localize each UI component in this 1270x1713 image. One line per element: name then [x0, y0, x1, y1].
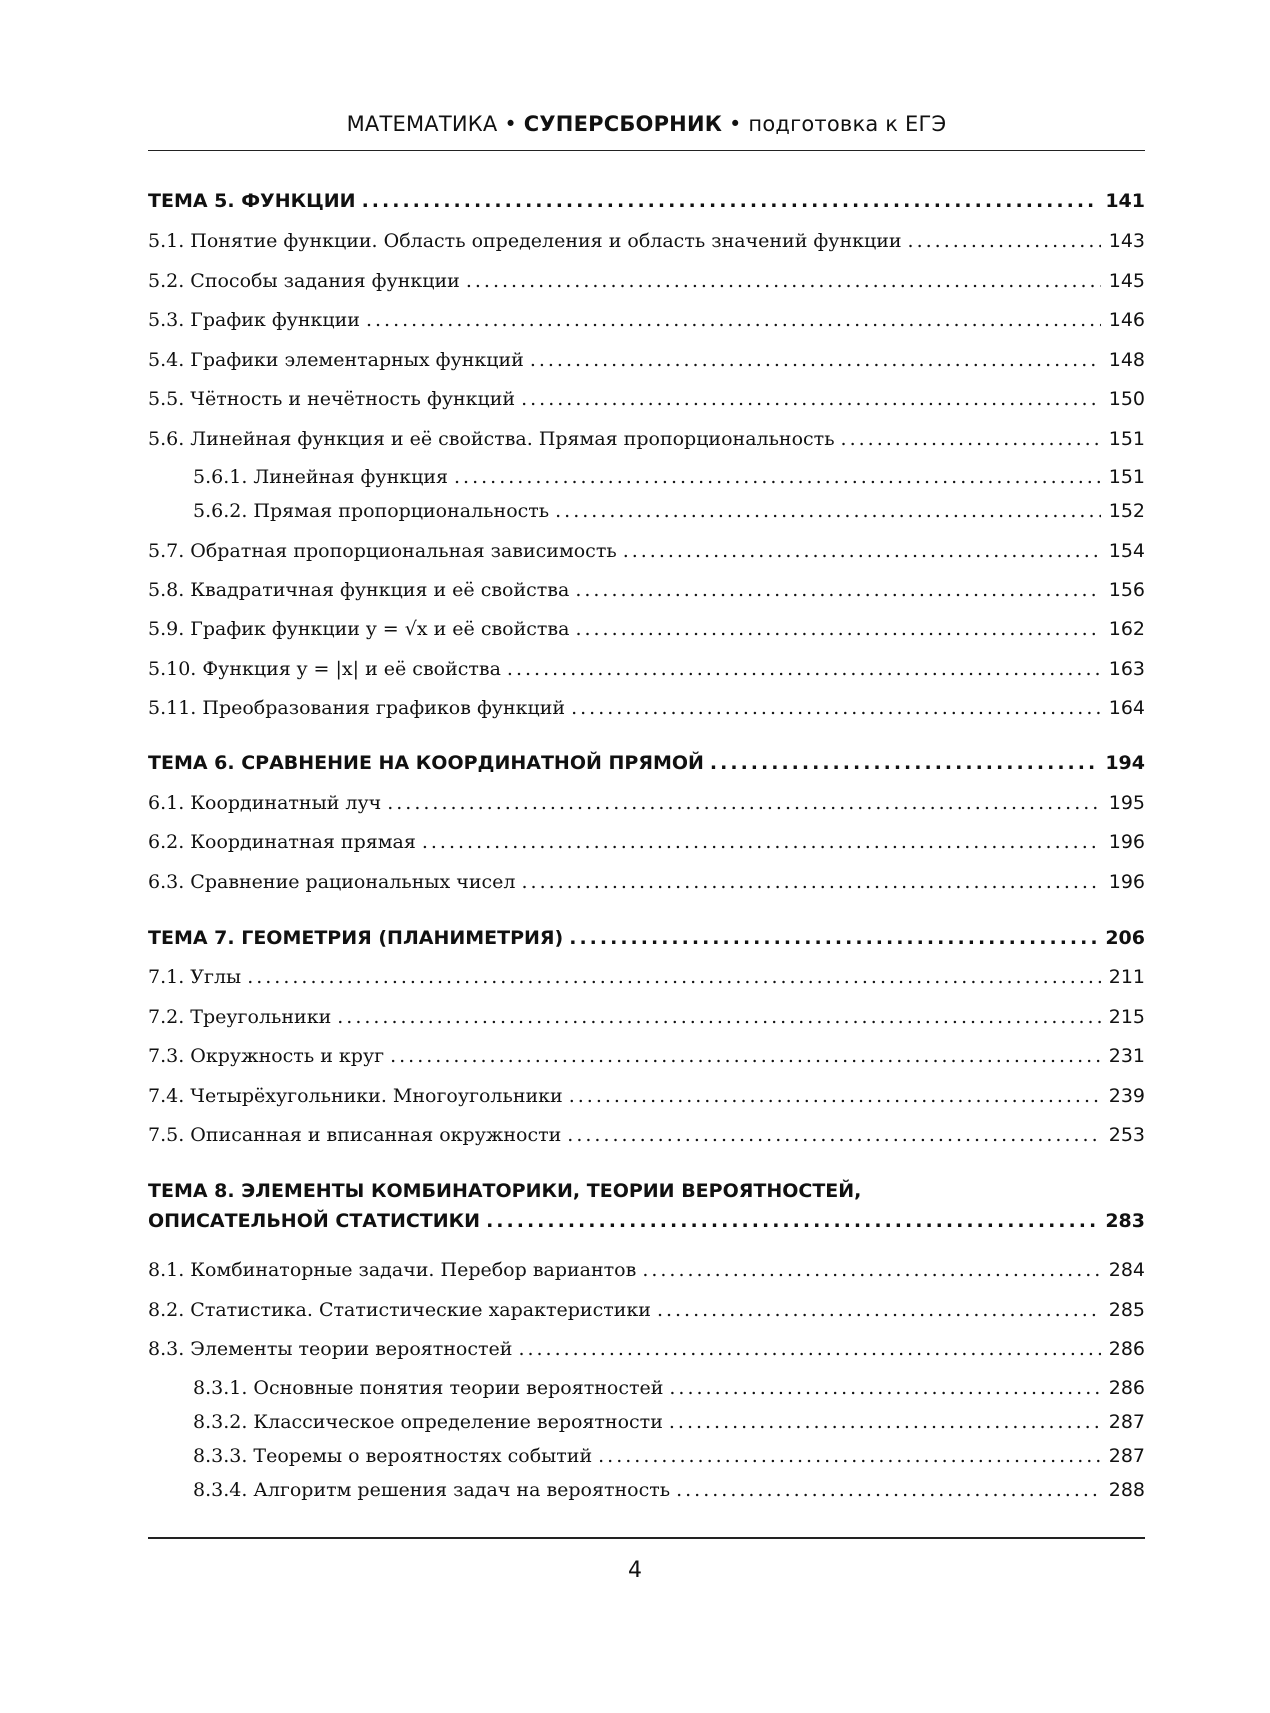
toc-page: 143: [1108, 230, 1145, 252]
header-subtitle: • подготовка к ЕГЭ: [722, 112, 947, 136]
toc-page: 156: [1108, 579, 1145, 601]
toc-chapter-6[interactable]: [148, 752, 1145, 774]
toc-section-5-2[interactable]: [148, 270, 1145, 292]
toc-leader: [575, 618, 1101, 640]
toc-label: 5.2. Способы задания функции: [148, 270, 460, 292]
toc-leader: [518, 1338, 1101, 1360]
toc-page: 195: [1108, 792, 1145, 814]
toc-leader: [569, 1085, 1101, 1107]
toc-leader: [530, 349, 1101, 371]
toc-leader: [571, 697, 1101, 719]
toc-section-5-5[interactable]: [148, 388, 1145, 410]
footer-rule: [148, 1537, 1145, 1539]
toc-label-line2: ОПИСАТЕЛЬНОЙ СТАТИСТИКИ: [148, 1210, 481, 1232]
toc-subsection-5-6-2[interactable]: [193, 500, 1145, 522]
toc-section-7-3[interactable]: [148, 1045, 1145, 1067]
toc-label: 7.3. Окружность и круг: [148, 1045, 385, 1067]
toc-leader: [486, 1210, 1099, 1232]
toc-label: 5.11. Преобразования графиков функций: [148, 697, 566, 719]
toc-page: 287: [1108, 1445, 1145, 1467]
toc-leader: [598, 1445, 1101, 1467]
toc-page: 287: [1108, 1411, 1145, 1433]
toc-leader: [454, 466, 1101, 488]
toc-subsection-8-3-4[interactable]: [193, 1479, 1145, 1501]
toc-label: 5.5. Чётность и нечётность функций: [148, 388, 516, 410]
toc-leader: [507, 658, 1101, 680]
toc-subsection-8-3-1[interactable]: [193, 1377, 1145, 1399]
toc-leader: [841, 428, 1101, 450]
toc-page: 206: [1105, 927, 1145, 949]
toc-leader: [623, 540, 1101, 562]
toc-section-5-3[interactable]: [148, 309, 1145, 331]
toc-page: 164: [1108, 697, 1145, 719]
toc-page: 284: [1108, 1259, 1145, 1281]
toc-chapter-5[interactable]: [148, 190, 1145, 212]
toc-page: 152: [1108, 500, 1145, 522]
toc-section-5-1[interactable]: [148, 230, 1145, 252]
toc-label: 7.2. Треугольники: [148, 1006, 332, 1028]
toc-subsection-8-3-2[interactable]: [193, 1411, 1145, 1433]
toc-page: 215: [1108, 1006, 1145, 1028]
toc-page: 151: [1108, 466, 1145, 488]
toc-leader: [422, 831, 1101, 853]
header-rule: [148, 150, 1145, 151]
toc-label-line1: ТЕМА 8. ЭЛЕМЕНТЫ КОМБИНАТОРИКИ, ТЕОРИИ ВЕРОЯТНОСТЕЙ,: [148, 1180, 862, 1202]
toc-leader: [337, 1006, 1101, 1028]
toc-label: 6.1. Координатный луч: [148, 792, 382, 814]
toc-leader: [387, 792, 1101, 814]
toc-leader: [657, 1299, 1101, 1321]
toc-section-7-1[interactable]: [148, 966, 1145, 988]
toc-leader: [366, 309, 1101, 331]
toc-page: 285: [1108, 1299, 1145, 1321]
toc-page: 145: [1108, 270, 1145, 292]
toc-section-7-4[interactable]: [148, 1085, 1145, 1107]
toc-section-8-2[interactable]: [148, 1299, 1145, 1321]
toc-chapter-8-line2: [148, 1210, 1145, 1232]
toc-section-5-9[interactable]: [148, 618, 1145, 640]
toc-section-5-11[interactable]: [148, 697, 1145, 719]
toc-label: 5.3. График функции: [148, 309, 360, 331]
toc-label: 5.9. График функции y = √x и её свойства: [148, 618, 570, 640]
toc-label: 8.3.2. Классическое определение вероятности: [193, 1411, 663, 1433]
toc-page: 162: [1108, 618, 1145, 640]
toc-section-5-7[interactable]: [148, 540, 1145, 562]
toc-section-6-3[interactable]: [148, 871, 1145, 893]
toc-label: 5.6.1. Линейная функция: [193, 466, 448, 488]
header-title: СУПЕРСБОРНИК: [523, 112, 723, 136]
toc-page: 211: [1108, 966, 1145, 988]
toc-leader: [555, 500, 1101, 522]
toc-leader: [669, 1411, 1101, 1433]
toc-leader: [390, 1045, 1101, 1067]
toc-page: 146: [1108, 309, 1145, 331]
toc-label: 5.8. Квадратичная функция и её свойства: [148, 579, 570, 601]
toc-leader: [710, 752, 1099, 774]
toc-leader: [676, 1479, 1101, 1501]
toc-leader: [567, 1124, 1101, 1146]
toc-label: 6.3. Сравнение рациональных чисел: [148, 871, 516, 893]
toc-leader: [466, 270, 1101, 292]
toc-section-5-8[interactable]: [148, 579, 1145, 601]
toc-leader: [247, 966, 1101, 988]
toc-page: 239: [1108, 1085, 1145, 1107]
toc-section-5-6[interactable]: [148, 428, 1145, 450]
toc-page: 253: [1108, 1124, 1145, 1146]
toc-section-6-2[interactable]: [148, 831, 1145, 853]
toc-leader: [362, 190, 1100, 212]
toc-label: 5.4. Графики элементарных функций: [148, 349, 524, 371]
toc-subsection-8-3-3[interactable]: [193, 1445, 1145, 1467]
toc-label: ТЕМА 7. ГЕОМЕТРИЯ (ПЛАНИМЕТРИЯ): [148, 927, 564, 949]
toc-label: 8.3. Элементы теории вероятностей: [148, 1338, 513, 1360]
toc-leader: [575, 579, 1101, 601]
toc-label: 5.1. Понятие функции. Область определения и область значений функции: [148, 230, 902, 252]
toc-leader: [521, 871, 1101, 893]
toc-label: 7.1. Углы: [148, 966, 242, 988]
toc-label: 5.10. Функция y = |x| и её свойства: [148, 658, 501, 680]
toc-page: 286: [1108, 1338, 1145, 1360]
toc-page: 194: [1105, 752, 1145, 774]
toc-label: ТЕМА 5. ФУНКЦИИ: [148, 190, 356, 212]
toc-label: 8.3.3. Теоремы о вероятностях событий: [193, 1445, 593, 1467]
toc-page: 288: [1108, 1479, 1145, 1501]
toc-section-7-2[interactable]: [148, 1006, 1145, 1028]
toc-section-8-3[interactable]: [148, 1338, 1145, 1360]
toc-label: 8.3.4. Алгоритм решения задач на вероятность: [193, 1479, 671, 1501]
toc-page: 163: [1108, 658, 1145, 680]
toc-leader: [669, 1377, 1101, 1399]
running-header: [148, 112, 1145, 136]
toc-leader: [908, 230, 1101, 252]
toc-section-6-1[interactable]: [148, 792, 1145, 814]
toc-page: 283: [1105, 1210, 1145, 1232]
toc-label: 5.7. Обратная пропорциональная зависимость: [148, 540, 617, 562]
toc-page: 286: [1108, 1377, 1145, 1399]
toc-section-5-4[interactable]: [148, 349, 1145, 371]
toc-leader: [569, 927, 1099, 949]
page-number: 4: [628, 1558, 642, 1583]
toc-label: 7.5. Описанная и вписанная окружности: [148, 1124, 562, 1146]
toc-leader: [521, 388, 1101, 410]
toc-section-8-1[interactable]: [148, 1259, 1145, 1281]
toc-page: 151: [1108, 428, 1145, 450]
toc-page: 196: [1108, 831, 1145, 853]
toc-label: 8.3.1. Основные понятия теории вероятностей: [193, 1377, 664, 1399]
toc-page: 150: [1108, 388, 1145, 410]
toc-label: 5.6. Линейная функция и её свойства. Прямая пропорциональность: [148, 428, 835, 450]
toc-label: 8.1. Комбинаторные задачи. Перебор вариантов: [148, 1259, 637, 1281]
toc-subsection-5-6-1[interactable]: [193, 466, 1145, 488]
toc-label: 6.2. Координатная прямая: [148, 831, 416, 853]
toc-chapter-8[interactable]: [148, 1180, 1145, 1232]
toc-label: 5.6.2. Прямая пропорциональность: [193, 500, 550, 522]
toc-section-7-5[interactable]: [148, 1124, 1145, 1146]
toc-page: 231: [1108, 1045, 1145, 1067]
toc-page: 154: [1108, 540, 1145, 562]
header-subject: МАТЕМАТИКА •: [346, 112, 524, 136]
toc-page: 148: [1108, 349, 1145, 371]
toc-page: 141: [1105, 190, 1145, 212]
toc-leader: [642, 1259, 1101, 1281]
toc-label: 7.4. Четырёхугольники. Многоугольники: [148, 1085, 563, 1107]
toc-page: 196: [1108, 871, 1145, 893]
toc-section-5-10[interactable]: [148, 658, 1145, 680]
toc-label: ТЕМА 6. СРАВНЕНИЕ НА КООРДИНАТНОЙ ПРЯМОЙ: [148, 752, 704, 774]
toc-label: 8.2. Статистика. Статистические характеристики: [148, 1299, 651, 1321]
toc-chapter-7[interactable]: [148, 927, 1145, 949]
